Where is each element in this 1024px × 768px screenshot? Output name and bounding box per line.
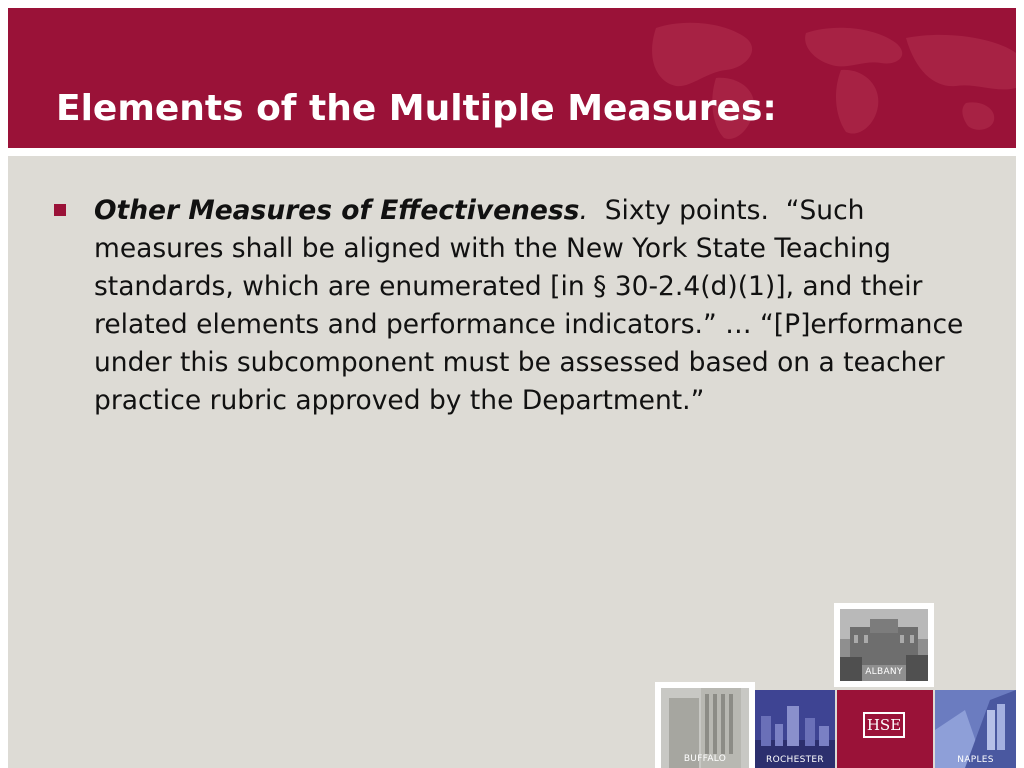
buffalo-label: BUFFALO [683,754,727,764]
bullet-lead: Other Measures of Effectiveness [94,195,580,226]
title-bar [8,8,1016,148]
naples-label: NAPLES [957,755,994,765]
bullet-square-icon [54,204,66,216]
albany-photo-tile [834,603,934,687]
bullet-text [94,192,974,420]
buffalo-photo-tile [655,682,755,768]
rochester-photo-tile [755,690,835,768]
naples-photo-tile [935,690,1016,768]
hse-logo-tile [837,690,933,768]
bullet-body: Sixty points. “Such measures shall be aligned with the New York State Teaching standards, which are enumerated [in § 30-2.4(d)(1)], and their related elements and performance indicators.” … “[P]erformance under this subcomponent must be assessed based on a teacher practice rubric approved by the Department.” [94,195,972,416]
hse-logo: HSE [863,712,905,738]
slide-title: Elements of the Multiple Measures: [56,88,777,129]
albany-label: ALBANY [865,667,903,677]
bullet-lead-punct: . [579,195,588,226]
rochester-label: ROCHESTER [766,755,824,765]
